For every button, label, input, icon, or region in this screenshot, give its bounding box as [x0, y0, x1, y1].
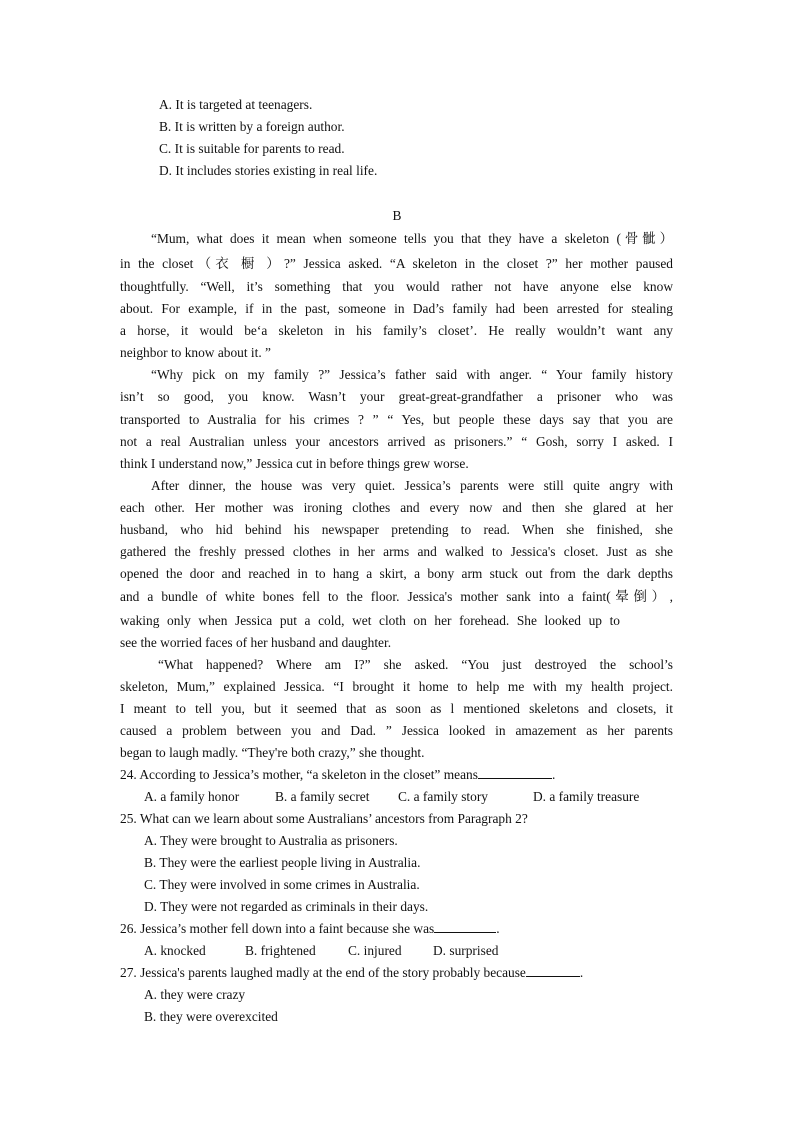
passage-line: see the worried faces of her husband and daughter. — [120, 635, 392, 650]
option-a: A. they were crazy — [144, 987, 246, 1002]
passage-line: a horse, it would be‘a skeleton in his family’s closet’. He really wouldn’t want any — [120, 323, 673, 338]
option-c: C. It is suitable for parents to read. — [159, 141, 345, 156]
answer-blank[interactable] — [526, 962, 580, 977]
passage-line: “Mum, what does it mean when someone tells you that they have a skeleton (骨骴） — [151, 231, 673, 246]
passage-line: think I understand now,” Jessica cut in before things grew worse. — [120, 456, 469, 471]
option-d: D. It includes stories existing in real life. — [159, 163, 378, 178]
answer-blank[interactable] — [434, 918, 496, 933]
passage-line: thoughtfully. “Well, it’s something that you would rather not have anyone else know — [120, 279, 673, 294]
option-a: A. It is targeted at teenagers. — [159, 97, 313, 112]
option-b: B. It is written by a foreign author. — [159, 119, 345, 134]
section-label: B — [392, 208, 402, 223]
passage-line: After dinner, the house was very quiet. Jessica’s parents were still quite angry with — [151, 478, 673, 493]
passage-line: caused a problem between you and Dad. ” Jessica looked in amazement as her parents — [120, 723, 673, 738]
passage-line: in the closet（衣 橱 ）?” Jessica asked. “A skeleton in the closet ?” her mother paused — [120, 256, 673, 271]
passage-line: “What happened? Where am I?” she asked. “You just destroyed the school’s — [158, 657, 673, 672]
option-d: D. a family treasure — [533, 789, 640, 804]
passage-line: isn’t so good, you know. Wasn’t your great-great-grandfather a prisoner who was — [120, 389, 673, 404]
passage-line: waking only when Jessica put a cold, wet cloth on her forehead. She looked up to — [120, 613, 620, 628]
option-b: B. a family secret — [275, 789, 370, 804]
option-a: A. a family honor — [144, 789, 240, 804]
passage-line: and a bundle of white bones fell to the floor. Jessica's mother sank into a faint(晕倒）, — [120, 589, 673, 604]
passage-line: I meant to tell you, but it seemed that as soon as l mentioned skeletons and closets, it — [120, 701, 673, 716]
passage-line: opened the door and reached in to hang a skirt, a bony arm stuck out from the dark depths — [120, 566, 673, 581]
option-b: B. They were the earliest people living in Australia. — [144, 855, 421, 870]
passage-line: not a real Australian unless your ancestors arrived as prisoners.” “ Gosh, sorry I asked. I — [120, 434, 673, 449]
question-26 — [120, 918, 673, 940]
passage-line: “Why pick on my family ?” Jessica’s father said with anger. “ Your family history — [151, 367, 673, 382]
question-end: . — [551, 767, 556, 782]
question-end: . — [496, 921, 500, 936]
passage-line: skeleton, Mum,” explained Jessica. “I brought it home to help me with my health project. — [120, 679, 673, 694]
option-c: C. They were involved in some crimes in Australia. — [144, 877, 420, 892]
option-b: B. they were overexcited — [144, 1009, 278, 1024]
option-c: C. injured — [348, 943, 402, 958]
passage-line: each other. Her mother was ironing clothes and every now and then she glared at her — [120, 500, 673, 515]
passage-line: began to laugh madly. “They're both crazy,” she thought. — [120, 745, 425, 760]
question-25-stem: 25. What can we learn about some Australians’ ancestors from Paragraph 2? — [120, 811, 528, 826]
passage-line: gathered the freshly pressed clothes in her arms and walked to Jessica's closet. Just as she — [120, 544, 673, 559]
question-stem: 24. According to Jessica’s mother, “a skeleton in the closet” means — [120, 767, 478, 782]
question-end: . — [579, 965, 584, 980]
option-c: C. a family story — [398, 789, 489, 804]
option-a: A. knocked — [144, 943, 206, 958]
option-a: A. They were brought to Australia as prisoners. — [144, 833, 398, 848]
option-d: D. They were not regarded as criminals in their days. — [144, 899, 429, 914]
option-b: B. frightened — [245, 943, 316, 958]
question-26-options — [144, 940, 697, 962]
question-24 — [120, 764, 673, 786]
passage-line: neighbor to know about it. ” — [120, 345, 271, 360]
passage-line: husband, who hid behind his newspaper pretending to read. When she finished, she — [120, 522, 673, 537]
question-27 — [120, 962, 673, 984]
question-24-options — [144, 786, 697, 808]
question-stem: 27. Jessica's parents laughed madly at the end of the story probably because — [120, 965, 526, 980]
question-stem: 26. Jessica’s mother fell down into a faint because she was — [120, 921, 435, 936]
option-d: D. surprised — [433, 943, 499, 958]
passage-line: transported to Australia for his crimes ? ” “ Yes, but people these days say that you are — [120, 412, 673, 427]
answer-blank[interactable] — [478, 764, 552, 779]
passage-line: about. For example, if in the past, someone in Dad’s family had been arrested for stealing — [120, 301, 673, 316]
